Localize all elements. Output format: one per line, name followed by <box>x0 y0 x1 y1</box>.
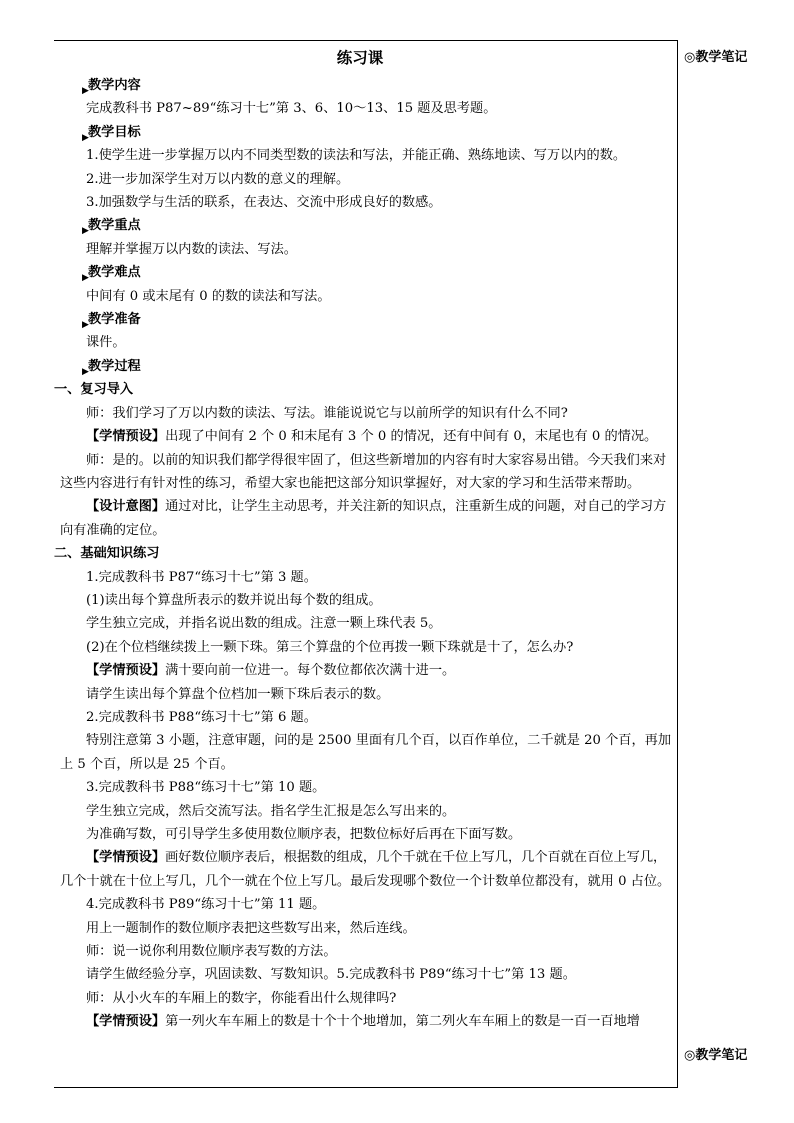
difficulties-text: 中间有 0 或末尾有 0 的数的读法和写法。 <box>86 288 331 304</box>
paragraph: 【学情预设】画好数位顺序表后，根据数的组成，几个千就在千位上写几，几个百就在百位上写几，几个十就在十位上写几，几个一就在个位上写几。最后发现哪个数位一个计数单位都没有，就用 0 占位。 <box>60 850 671 889</box>
triangle-icon: ▶ <box>82 226 89 237</box>
paragraph: 3.完成教科书 P88“练习十七”第 10 题。 <box>86 780 326 796</box>
paragraph: 4.完成教科书 P89“练习十七”第 11 题。 <box>86 897 326 913</box>
paragraph: 特别注意第 3 小题，注意审题，问的是 2500 里面有几个百，以百作单位，二千就是 20 个百，再加上 5 个百，所以是 25 个百。 <box>60 733 672 772</box>
section-review: 一、复习导入 <box>54 382 134 398</box>
document-body <box>54 44 672 1034</box>
page-title: 练习课 <box>336 48 384 67</box>
triangle-icon: ▶ <box>82 86 89 96</box>
paragraph: 师：说一说你利用数位顺序表写数的方法。 <box>86 944 337 960</box>
tag-label: 【学情预设】 <box>86 663 166 679</box>
heading-content: ▶ 教学内容 <box>60 74 672 97</box>
content-text: 完成教科书 P87~89“练习十七”第 3、6、10～13、15 题及思考题。 <box>86 101 497 117</box>
heading-process: ▶ 教学过程 <box>60 355 672 378</box>
triangle-icon: ▶ <box>82 273 89 284</box>
tag-label: 【设计意图】 <box>86 499 166 515</box>
paragraph: 学生独立完成，并指名说出数的组成。注意一颗上珠代表 5。 <box>86 616 442 632</box>
tag-label: 【学情预设】 <box>86 1014 166 1030</box>
triangle-icon: ▶ <box>82 366 89 377</box>
paragraph: 【学情预设】出现了中间有 2 个 0 和末尾有 3 个 0 的情况，还有中间有 0，末尾也有 0 的情况。 <box>86 429 658 445</box>
heading-preparation: ▶ 教学准备 <box>60 308 672 331</box>
heading-goals: ▶ 教学目标 <box>60 121 672 144</box>
triangle-icon: ▶ <box>82 132 89 143</box>
heading-difficulties: ▶ 教学难点 <box>60 261 672 284</box>
paragraph: 师：是的。以前的知识我们都学得很牢固了，但这些新增加的内容有时大家容易出错。今天我们来对这些内容进行有针对性的练习，希望大家也能把这部分知识掌握好，对大家的学习和生活带来帮助。 <box>60 452 667 491</box>
paragraph: 请学生读出每个算盘个位档加一颗下珠后表示的数。 <box>86 686 390 702</box>
paragraph: 师：我们学习了万以内数的读法、写法。谁能说说它与以前所学的知识有什么不同? <box>86 405 568 421</box>
preparation-text: 课件。 <box>86 335 126 351</box>
side-note-bottom: ◎教学笔记 <box>684 1048 748 1063</box>
tag-label: 【学情预设】 <box>86 850 166 866</box>
paragraph: 2.完成教科书 P88“练习十七”第 6 题。 <box>86 709 317 725</box>
paragraph: (2)在个位档继续拨上一颗下珠。第三个算盘的个位再拨一颗下珠就是十了，怎么办? <box>86 639 574 655</box>
paragraph: 【学情预设】第一列火车车厢上的数是十个十个地增加，第二列火车车厢上的数是一百一百地增 <box>86 1014 640 1030</box>
paragraph: 【学情预设】满十要向前一位进一。每个数位都依次满十进一。 <box>86 663 456 679</box>
paragraph: 1.完成教科书 P87“练习十七”第 3 题。 <box>86 569 317 585</box>
triangle-icon: ▶ <box>82 320 89 331</box>
paragraph: (1)读出每个算盘所表示的数并说出每个数的组成。 <box>86 592 382 608</box>
goal-item: 1.使学生进一步掌握万以内不同类型数的读法和写法，并能正确、熟练地读、写万以内的数。 <box>86 148 627 164</box>
paragraph: 为准确写数，可引导学生多使用数位顺序表，把数位标好后再在下面写数。 <box>86 827 522 842</box>
section-basic-practice: 二、基础知识练习 <box>54 546 160 562</box>
side-note-top: ◎教学笔记 <box>684 50 748 65</box>
paragraph: 师：从小火车的车厢上的数字，你能看出什么规律吗? <box>86 990 397 1006</box>
goal-item: 2.进一步加深学生对万以内数的意义的理解。 <box>86 171 350 187</box>
paragraph: 学生独立完成，然后交流写法。指名学生汇报是怎么写出来的。 <box>86 803 456 819</box>
goal-item: 3.加强数学与生活的联系，在表达、交流中形成良好的数感。 <box>86 195 442 211</box>
paragraph: 用上一题制作的数位顺序表把这些数写出来，然后连线。 <box>86 920 416 936</box>
heading-key-points: ▶ 教学重点 <box>60 214 672 237</box>
paragraph: 请学生做经验分享，巩固读数、写数知识。5.完成教科书 P89“练习十七”第 13 题。 <box>86 967 576 983</box>
key-points-text: 理解并掌握万以内数的读法、写法。 <box>86 241 297 257</box>
tag-label: 【学情预设】 <box>86 429 166 445</box>
paragraph: 【设计意图】通过对比，让学生主动思考，并关注新的知识点，注重新生成的问题，对自己的学习方向有准确的定位。 <box>60 499 667 538</box>
